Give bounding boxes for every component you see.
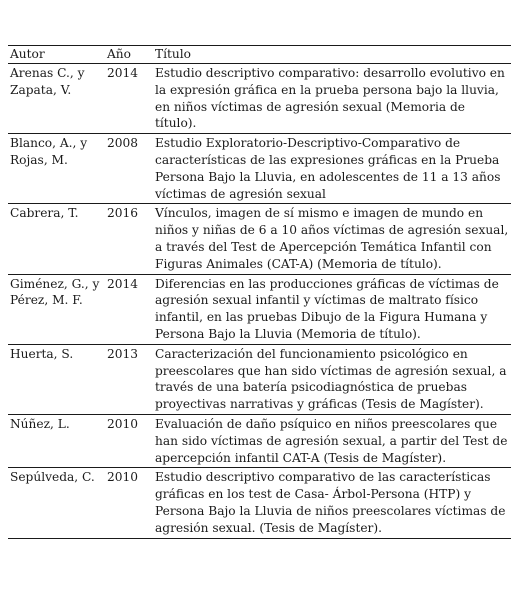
cell-titulo: Diferencias en las producciones gráficas de víctimas de agresión sexual infantil y víctimas de maltrato físico infantil, en las pruebas Dibujo de la Figura Humana y Persona Bajo la Lluvia (Memoria de título).: [155, 276, 499, 341]
cell-titulo: Evaluación de daño psíquico en niños preescolares que han sido víctimas de agresión sexual, a partir del Test de apercepción infantil CAT-A (Tesis de Magíster).: [155, 416, 508, 465]
cell-anio: 2010: [107, 416, 139, 431]
header-row: [8, 46, 511, 64]
table-row: [8, 134, 511, 204]
table-row: [8, 204, 511, 274]
table-row: [8, 414, 511, 467]
table-row: [8, 468, 511, 538]
header-anio: Año: [107, 47, 131, 61]
cell-autor: Giménez, G., y Pérez, M. F.: [10, 276, 100, 308]
table-row: [8, 274, 511, 344]
table-row: [8, 344, 511, 414]
cell-autor: Huerta, S.: [10, 346, 74, 361]
cell-anio: 2010: [107, 470, 139, 485]
cell-autor: Cabrera, T.: [10, 206, 79, 221]
cell-titulo: Vínculos, imagen de sí mismo e imagen de mundo en niños y niñas de 6 a 10 años víctimas de agresión sexual, a través del Test de Apercepción Temática Infantil con Figuras Animales (CAT-A) (Memoria de título).: [155, 206, 509, 271]
cell-anio: 2016: [107, 206, 139, 221]
cell-titulo: Estudio Exploratorio-Descriptivo-Comparativo de características de las expresiones gráficas en la Prueba Persona Bajo la Lluvia, en adolescentes de 11 a 13 años víctimas de agresión sexual: [155, 136, 501, 201]
cell-titulo: Estudio descriptivo comparativo de las características gráficas en los test de Casa- Árbol-Persona (HTP) y Persona Bajo la Lluvia de niños preescolares víctimas de agresión sexual. (Tesis de Magíster).: [155, 470, 506, 535]
cell-autor: Sepúlveda, C.: [10, 470, 95, 485]
cell-autor: Blanco, A., y Rojas, M.: [10, 136, 88, 167]
cell-anio: 2014: [107, 276, 139, 291]
table-body: [8, 64, 511, 539]
cell-titulo: Estudio descriptivo comparativo: desarrollo evolutivo en la expresión gráfica en la prueba persona bajo la lluvia, en niños víctimas de agresión sexual (Memoria de título).: [155, 66, 505, 131]
cell-anio: 2014: [107, 66, 139, 80]
references-table: [8, 45, 511, 539]
table-header: [8, 46, 511, 64]
header-titulo: Título: [155, 47, 192, 61]
cell-titulo: Caracterización del funcionamiento psicológico en preescolares que han sido víctimas de agresión sexual, a través de una batería psicodiagnóstica de pruebas proyectivas narrativas y gráficas (Tesis de Magíster).: [155, 346, 507, 412]
cell-anio: 2013: [107, 346, 139, 361]
header-autor: Autor: [10, 47, 45, 61]
cell-autor: Núñez, L.: [10, 416, 70, 431]
cell-anio: 2008: [107, 136, 139, 151]
cell-autor: Arenas C., y Zapata, V.: [10, 66, 85, 97]
table-row: [8, 64, 511, 134]
